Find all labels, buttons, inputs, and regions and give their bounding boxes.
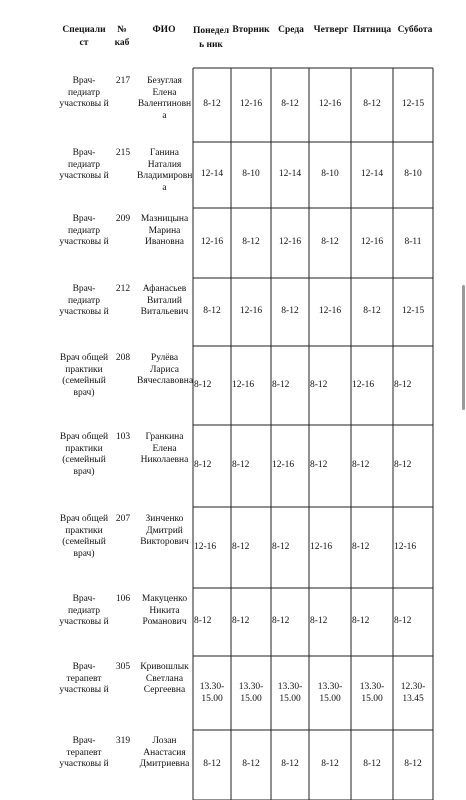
cell-day-5: 8-12 <box>394 616 412 626</box>
cell-day-1: 12-16 <box>239 306 263 316</box>
cell-cabinet: 209 <box>115 214 131 224</box>
cell-day-3: 8-12 <box>321 237 339 247</box>
cell-day-3: 8-12 <box>310 380 328 390</box>
cell-day-2: 8-12 <box>281 759 299 769</box>
cell-day-5: 8-11 <box>404 237 422 247</box>
cell-day-4: 8-12 <box>352 542 370 552</box>
cell-day-0: 8-12 <box>203 306 221 316</box>
cell-day-2: 8-12 <box>272 542 290 552</box>
cell-cabinet: 217 <box>115 76 131 86</box>
cell-day-1: 12-16 <box>232 380 255 390</box>
cell-fio: Зинченко Дмитрий Викторович <box>140 514 189 547</box>
cell-cabinet: 212 <box>115 284 131 294</box>
cell-day-5: 12.30- 13.45 <box>400 682 426 704</box>
cell-specialist: Врач- педиатр участковы й <box>59 214 109 247</box>
cell-cabinet: 215 <box>115 148 131 158</box>
cell-cabinet: 305 <box>115 662 131 672</box>
cell-day-0: 12-16 <box>194 542 217 552</box>
cell-day-2: 12-14 <box>278 169 302 179</box>
header-tuesday: Вторник <box>232 25 270 35</box>
cell-day-1: 8-12 <box>242 237 260 247</box>
cell-day-4: 8-12 <box>363 99 381 109</box>
cell-day-5: 12-16 <box>394 542 417 552</box>
cell-specialist: Врач общей практики (семейный врач) <box>59 432 109 477</box>
cell-day-2: 8-12 <box>281 99 299 109</box>
cell-day-2: 12-16 <box>278 237 302 247</box>
header-saturday: Суббота <box>397 25 433 35</box>
cell-day-2: 13.30- 15.00 <box>277 682 303 704</box>
cell-fio: Безуглая Елена Валентиновн а <box>137 76 192 121</box>
cell-day-0: 12-14 <box>200 169 224 179</box>
cell-day-0: 13.30- 15.00 <box>199 682 225 704</box>
cell-specialist: Врач общей практики (семейный врач) <box>59 353 109 398</box>
cell-day-1: 8-12 <box>232 460 250 470</box>
cell-day-5: 8-12 <box>394 380 412 390</box>
cell-day-3: 8-10 <box>321 169 339 179</box>
cell-day-0: 8-12 <box>194 616 212 626</box>
cell-day-5: 8-12 <box>404 759 422 769</box>
scrollbar-thumb[interactable] <box>462 285 465 410</box>
cell-day-1: 8-12 <box>232 542 250 552</box>
cell-day-1: 13.30- 15.00 <box>238 682 264 704</box>
cell-day-5: 12-15 <box>401 99 425 109</box>
header-specialist: Специали ст <box>62 25 106 48</box>
cell-day-1: 8-12 <box>232 616 250 626</box>
header-wednesday: Среда <box>278 25 304 35</box>
cell-day-3: 13.30- 15.00 <box>317 682 343 704</box>
header-monday: Понедел ь ник <box>193 26 230 50</box>
cell-day-1: 8-12 <box>242 759 260 769</box>
cell-day-4: 8-12 <box>363 306 381 316</box>
cell-day-4: 8-12 <box>363 759 381 769</box>
cell-cabinet: 319 <box>115 736 131 746</box>
cell-day-3: 12-16 <box>318 99 342 109</box>
cell-day-5: 12-15 <box>401 306 425 316</box>
cell-fio: Гранкина Елена Николаевна <box>140 432 189 465</box>
cell-day-2: 8-12 <box>272 380 290 390</box>
cell-day-0: 8-12 <box>203 759 221 769</box>
cell-day-3: 8-12 <box>321 759 339 769</box>
cell-day-0: 8-12 <box>194 380 212 390</box>
cell-day-2: 8-12 <box>272 616 290 626</box>
cell-specialist: Врач- педиатр участковы й <box>59 76 109 109</box>
cell-specialist: Врач- терапевт участковы й <box>59 662 109 695</box>
cell-fio: Мазницына Марина Ивановна <box>140 214 189 247</box>
cell-day-0: 8-12 <box>194 460 212 470</box>
cell-day-3: 8-12 <box>310 460 328 470</box>
cell-day-0: 8-12 <box>203 99 221 109</box>
cell-cabinet: 207 <box>115 514 131 524</box>
header-fio: ФИО <box>152 25 176 35</box>
cell-day-1: 8-10 <box>242 169 260 179</box>
cell-cabinet: 103 <box>115 432 131 442</box>
cell-day-4: 13.30- 15.00 <box>359 682 385 704</box>
cell-specialist: Врач- терапевт участковы й <box>59 736 109 769</box>
cell-specialist: Врач- педиатр участковы й <box>59 148 109 181</box>
cell-day-4: 12-14 <box>360 169 384 179</box>
header-friday: Пятница <box>352 25 392 35</box>
cell-fio: Лозан Анастасия Дмитриевна <box>139 736 190 769</box>
cell-day-2: 8-12 <box>281 306 299 316</box>
cell-day-4: 12-16 <box>360 237 384 247</box>
cell-day-3: 12-16 <box>310 542 333 552</box>
cell-cabinet: 208 <box>115 353 131 363</box>
cell-fio: Кривошлык Светлана Сергеевна <box>140 662 189 695</box>
cell-day-0: 12-16 <box>200 237 224 247</box>
cell-specialist: Врач общей практики (семейный врач) <box>59 514 109 559</box>
cell-day-5: 8-10 <box>404 169 422 179</box>
cell-day-2: 12-16 <box>272 460 295 470</box>
cell-fio: Макуценко Никита Романович <box>141 594 188 627</box>
cell-day-4: 12-16 <box>352 380 375 390</box>
cell-fio: Афанасьев Виталий Витальевич <box>140 284 189 317</box>
cell-day-3: 12-16 <box>318 306 342 316</box>
cell-specialist: Врач- педиатр участковы й <box>59 594 109 627</box>
cell-day-3: 8-12 <box>310 616 328 626</box>
cell-cabinet: 106 <box>115 594 131 604</box>
cell-fio: Рулёва Лариса Вячеславовна <box>137 353 194 386</box>
header-thursday: Четверг <box>313 25 349 35</box>
cell-day-4: 8-12 <box>352 616 370 626</box>
header-cabinet: № каб <box>114 25 130 48</box>
cell-fio: Ганина Наталия Владимировн а <box>137 148 193 193</box>
cell-specialist: Врач- педиатр участковы й <box>59 284 109 317</box>
cell-day-5: 8-12 <box>394 460 412 470</box>
cell-day-1: 12-16 <box>239 99 263 109</box>
cell-day-4: 8-12 <box>352 460 370 470</box>
